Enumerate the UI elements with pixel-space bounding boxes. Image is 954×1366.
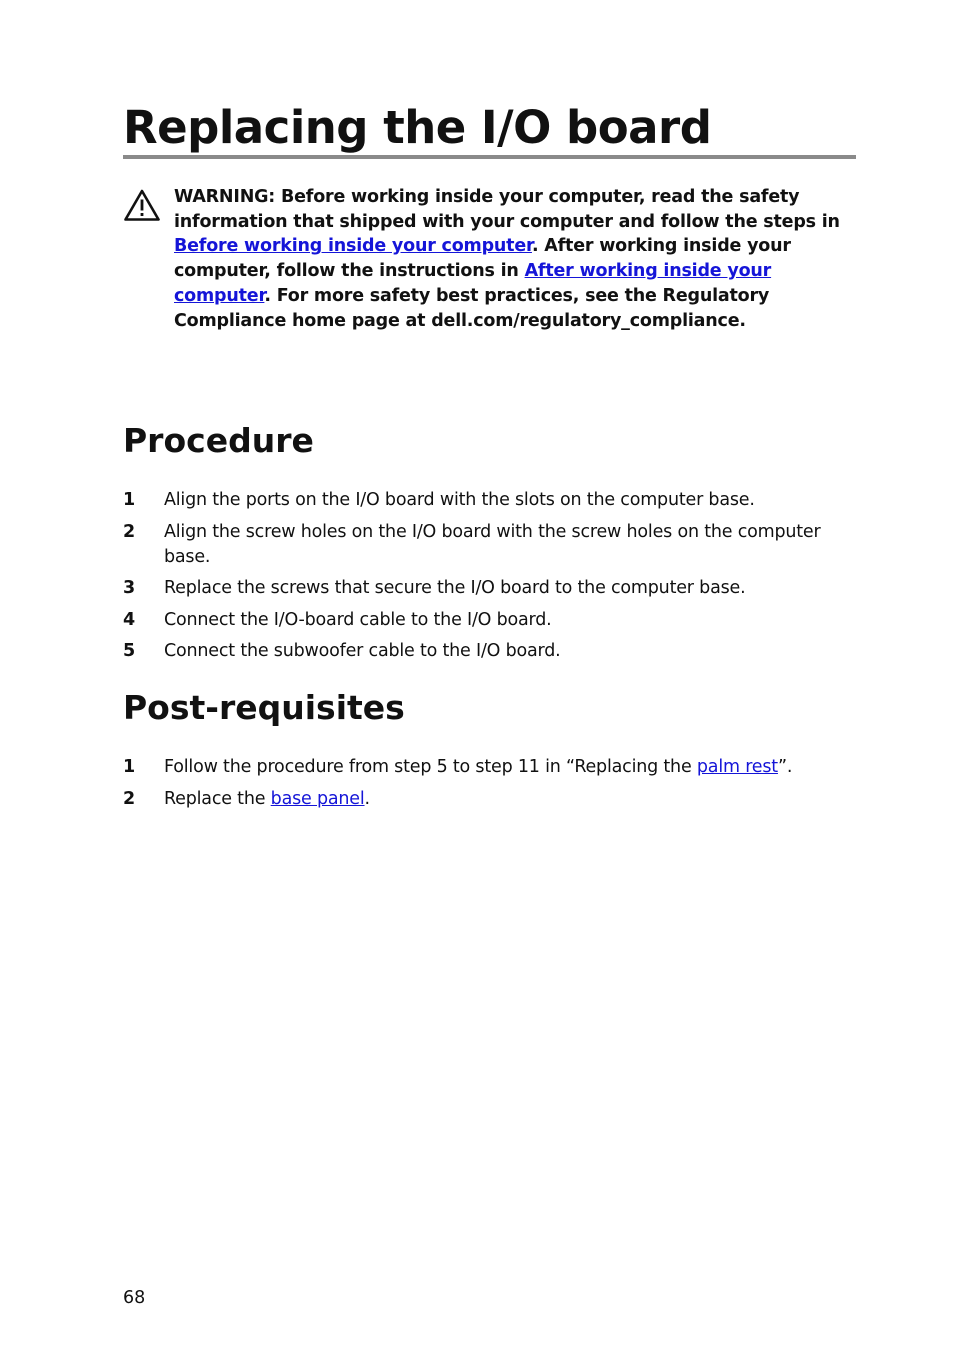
procedure-step	[123, 639, 843, 670]
procedure-heading: Procedure	[123, 421, 314, 460]
post-requisite-step	[123, 787, 843, 819]
after-working-link[interactable]: After working inside your computer	[174, 261, 772, 306]
step-text	[164, 787, 843, 819]
step-number: 5	[123, 641, 135, 661]
warning-text	[174, 185, 850, 333]
step-number: 2	[123, 789, 135, 809]
step-number: 3	[123, 578, 135, 598]
post-requisites-heading: Post-requisites	[123, 688, 405, 727]
procedure-step	[123, 608, 843, 639]
title-rule	[123, 155, 856, 159]
step-number: 1	[123, 490, 135, 510]
procedure-step	[123, 576, 843, 608]
warning-triangle-icon	[123, 188, 161, 222]
base-panel-link[interactable]: base panel	[270, 789, 365, 809]
step-number: 2	[123, 522, 135, 542]
step-text-before: Replace the	[164, 789, 271, 809]
step-text: Replace the screws that secure the I/O board to the computer base.	[164, 578, 746, 598]
warning-text-part2: . After working inside your computer, follow the instructions in	[174, 236, 791, 282]
warning-text-part1: WARNING: Before working inside your computer, read the safety information that shipped with your computer and follow the steps in	[174, 187, 840, 232]
step-text	[164, 755, 843, 787]
step-text: Connect the subwoofer cable to the I/O board.	[164, 641, 561, 661]
palm-rest-link[interactable]: palm rest	[696, 757, 778, 777]
step-text: Connect the I/O-board cable to the I/O board.	[164, 610, 552, 630]
step-text: Align the ports on the I/O board with the slots on the computer base.	[164, 490, 755, 510]
post-requisites-steps	[123, 755, 843, 819]
before-working-link[interactable]: Before working inside your computer	[174, 236, 532, 257]
page-number: 68	[123, 1288, 146, 1308]
procedure-step	[123, 488, 843, 520]
step-number: 1	[123, 757, 135, 777]
step-text-after: .	[364, 789, 370, 809]
step-number: 4	[123, 610, 135, 630]
page-title: Replacing the I/O board	[123, 101, 712, 154]
procedure-step	[123, 520, 843, 576]
step-text-after: ”.	[777, 757, 793, 777]
procedure-steps	[123, 488, 843, 670]
step-text-before: Follow the procedure from step 5 to step 11 in “Replacing the	[164, 757, 697, 777]
step-text: Align the screw holes on the I/O board with the screw holes on the computer base.	[164, 522, 821, 567]
warning-text-part3: . For more safety best practices, see the Regulatory Compliance home page at dell.com/regulatory_compliance.	[174, 285, 770, 331]
post-requisite-step	[123, 755, 843, 787]
